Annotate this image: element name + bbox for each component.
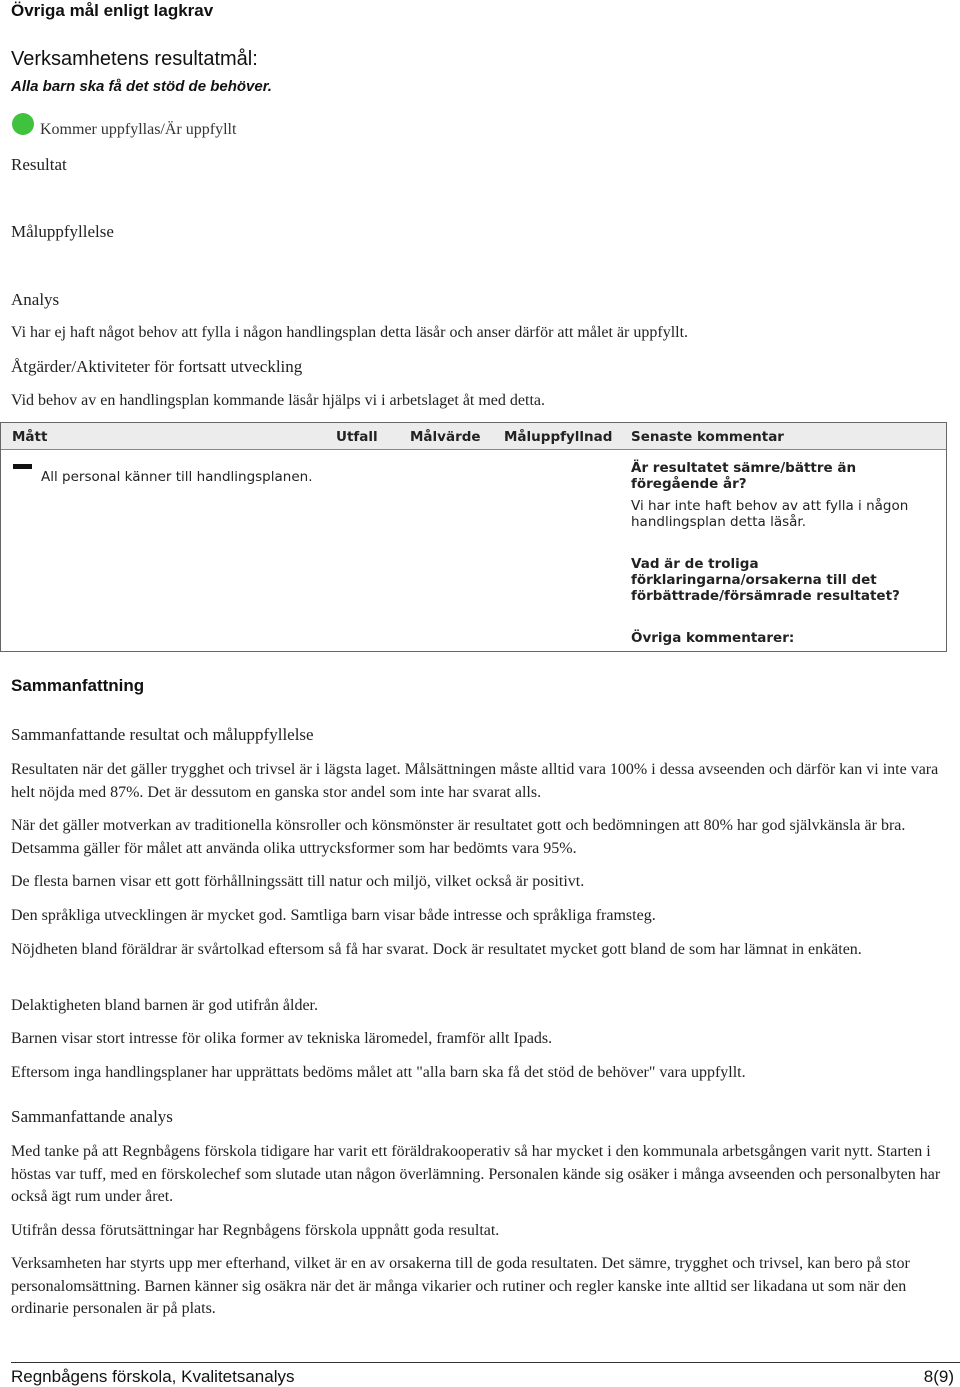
summary-paragraph: Nöjdheten bland föräldrar är svårtolkad eftersom så få har svarat. Dock är resultatet mycket gott bland de som har lämnat in enkäten. bbox=[11, 941, 862, 958]
summary-title: Sammanfattning bbox=[11, 676, 145, 695]
measure-table bbox=[0, 422, 947, 652]
column-header-matt: Mått bbox=[12, 429, 48, 445]
comment-question-2: Vad är de troliga förklaringarna/orsakerna till det förbättrade/försämrade resultatet? bbox=[631, 556, 900, 604]
heading-resultat: Resultat bbox=[11, 155, 67, 174]
summary-paragraph: Eftersom inga handlingsplaner har upprättats bedöms målet att "alla barn ska få det stöd de behöver" vara uppfyllt. bbox=[11, 1064, 746, 1081]
summary-paragraph: Resultaten när det gäller trygghet och trivsel är i lägsta laget. Målsättningen måste alltid vara 100% i dessa avseenden och därför kan vi inte vara helt nöjda med 87%. Det är dessutom en ganska stor andel som inte har svarat alls. bbox=[11, 761, 939, 801]
summary-analysis-heading: Sammanfattande analys bbox=[11, 1107, 173, 1126]
column-header-maluppfyllnad: Måluppfyllnad bbox=[504, 429, 613, 445]
status-label: Kommer uppfyllas/Är uppfyllt bbox=[40, 121, 237, 138]
column-header-utfall: Utfall bbox=[336, 429, 378, 445]
comment-question-1: Är resultatet sämre/bättre än föregående år? bbox=[631, 460, 857, 492]
measure-name: All personal känner till handlingsplanen. bbox=[41, 469, 313, 485]
footer-page-number: 8(9) bbox=[923, 1367, 954, 1386]
goal-statement: Alla barn ska få det stöd de behöver. bbox=[11, 78, 272, 95]
atgarder-text: Vid behov av en handlingsplan kommande läsår hjälps vi i arbetslaget åt med detta. bbox=[11, 392, 545, 409]
analysis-paragraph: Utifrån dessa förutsättningar har Regnbågens förskola uppnått goda resultat. bbox=[11, 1222, 500, 1239]
footer-divider bbox=[11, 1362, 960, 1363]
column-header-senaste-kommentar: Senaste kommentar bbox=[631, 429, 784, 445]
heading-analys: Analys bbox=[11, 290, 60, 309]
heading-maluppfyllelse: Måluppfyllelse bbox=[11, 222, 114, 241]
comment-question-3: Övriga kommentarer: bbox=[631, 630, 795, 646]
comment-answer-1: Vi har inte haft behov av att fylla i någon handlingsplan detta läsår. bbox=[631, 498, 909, 530]
table-header bbox=[1, 423, 946, 450]
summary-paragraph: Barnen visar stort intresse för olika former av tekniska läromedel, framför allt Ipads. bbox=[11, 1030, 553, 1047]
analysis-paragraph: Med tanke på att Regnbågens förskola tidigare har varit ett föräldrakooperativ så har mycket i den kommunala arbetsgången varit nytt. Starten i höstas var tuff, med en förskolechef som slutade utan någon överlämning. Personalen kände sig osäker i många avseenden och personalbyten har också ägt rum under året. bbox=[11, 1143, 941, 1205]
page-title: Övriga mål enligt lagkrav bbox=[11, 1, 214, 20]
goal-subtitle: Verksamhetens resultatmål: bbox=[11, 48, 258, 70]
footer-document-title: Regnbågens förskola, Kvalitetsanalys bbox=[11, 1367, 295, 1386]
row-status-marker-icon bbox=[13, 464, 32, 469]
summary-paragraph: Delaktigheten bland barnen är god utifrån ålder. bbox=[11, 997, 318, 1014]
column-header-malvarde: Målvärde bbox=[410, 429, 481, 445]
summary-results-heading: Sammanfattande resultat och måluppfyllelse bbox=[11, 725, 314, 744]
status-indicator-icon bbox=[12, 113, 34, 135]
summary-paragraph: De flesta barnen visar ett gott förhållningssätt till natur och miljö, vilket också är positivt. bbox=[11, 873, 585, 890]
summary-paragraph: När det gäller motverkan av traditionella könsroller och könsmönster är resultatet gott och bedömningen att 80% har god självkänsla är bra. Detsamma gäller för målet att använda olika uttrycksformer som har bedömts vara 95%. bbox=[11, 817, 906, 857]
analys-text: Vi har ej haft något behov att fylla i någon handlingsplan detta läsår och anser därför att målet är uppfyllt. bbox=[11, 324, 689, 341]
summary-paragraph: Den språkliga utvecklingen är mycket god. Samtliga barn visar både intresse och språkliga framsteg. bbox=[11, 907, 656, 924]
analysis-paragraph: Verksamheten har styrts upp mer efterhand, vilket är en av orsakerna till de goda resultaten. Det sämre, trygghet och trivsel, kan bero på stor personalomsättning. Barnen känner sig osäkra när det är många vikarier och rutiner och regler kanske inte alltid ser likadana ut som när den ordinarie personalen är på plats. bbox=[11, 1255, 910, 1317]
heading-atgarder: Åtgärder/Aktiviteter för fortsatt utveckling bbox=[11, 357, 303, 376]
